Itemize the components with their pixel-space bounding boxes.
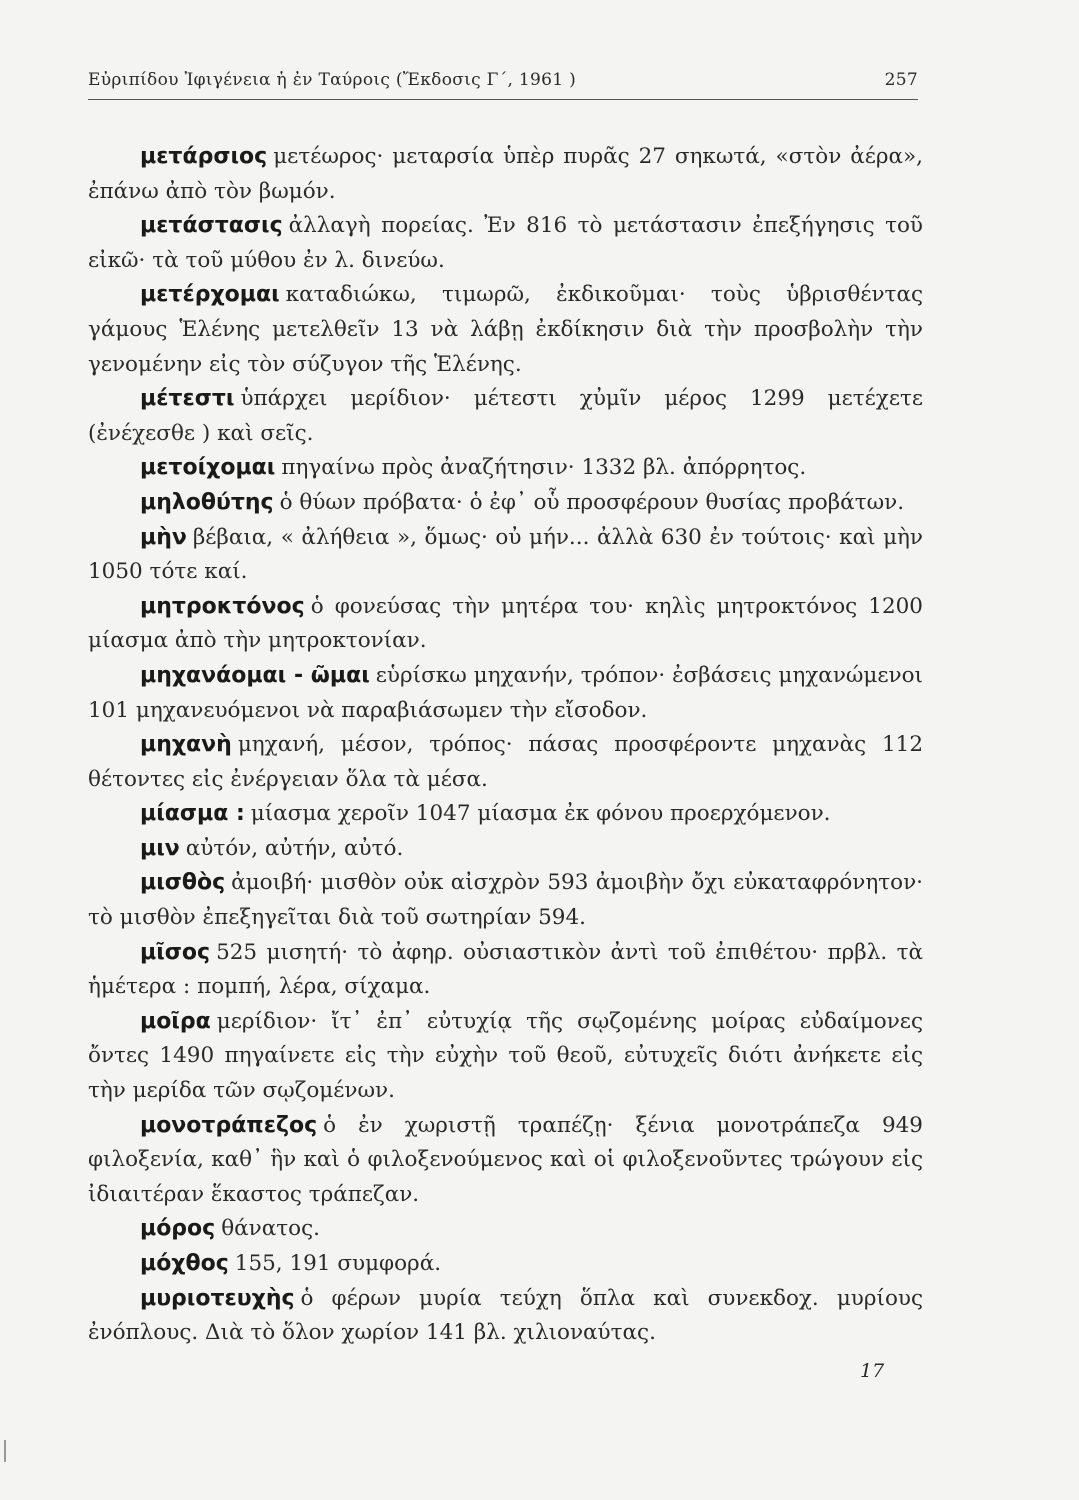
glossary-entry [88,486,923,521]
entry-text: 525 μισητή· τὸ ἀφηρ. οὐσιαστικὸν ἀντὶ τοῦ ἐπιθέτου· πρβλ. τὰ ἡμέτερα : πομπή, λέρα, σίχαμα. [88,939,923,1000]
entry-lemma: μέτεστι [140,386,235,412]
header-title: Εὐριπίδου Ἰφιγένεια ἡ ἐν Ταύροις (Ἔκδοσις Γ΄, 1961 ) [88,70,577,90]
glossary-entry [88,590,923,659]
entry-lemma: μονοτράπεζος [140,1112,318,1138]
entry-lemma: μετάρσιος [140,144,268,169]
glossary-entry [88,1109,923,1213]
entry-text: καταδιώκω, τιμωρῶ, ἐκδικοῦμαι· τοὺς ὑβρισθέντας γάμους Ἑλένης μετελθεῖν 13 νὰ λάβῃ ἐκδίκησιν διὰ τὴν προσβολὴν τὴν γενομένην εἰς τὸν σύζυγον τῆς Ἑλένης. [88,282,923,377]
entry-text: μίασμα χεροῖν 1047 μίασμα ἐκ φόνου προερχόμενον. [250,801,831,827]
entry-lemma: μηχανὴ [140,732,232,758]
entry-lemma: μετοίχομαι [140,455,276,481]
glossary-entry [88,140,923,209]
entry-lemma: μηχανάομαι - ῶμαι [140,662,370,688]
entry-lemma: μίασμα : [140,801,245,827]
entry-lemma: μιν [140,835,180,861]
entry-text: 155, 191 συμφορά. [234,1251,442,1276]
entry-lemma: μετέρχομαι [140,282,280,308]
glossary-entry [88,521,923,590]
entry-text: ὁ φέρων μυρία τεύχη ὅπλα καὶ συνεκδοχ. μυρίους ἐνόπλους. Διὰ τὸ ὅλον χωρίον 141 βλ. χιλιοναύτας. [88,1285,923,1346]
entry-lemma: μοῖρα [140,1008,211,1034]
running-header [88,70,918,90]
glossary-entry [88,1212,923,1247]
entry-text: μετέωρος· μεταρσία ὑπὲρ πυρᾶς 27 σηκωτά, «στὸν ἀέρα», ἐπάνω ἀπὸ τὸν βωμόν. [88,144,923,204]
glossary-entry [88,278,923,382]
glossary-entry [88,797,923,832]
glossary-entry [88,659,923,728]
entry-lemma: μητροκτόνος [140,593,305,619]
entry-lemma: μηλοθύτης [140,489,274,515]
entry-lemma: μόχθος [140,1251,229,1276]
page-number: 257 [884,70,918,90]
glossary-entry [88,1247,923,1282]
glossary-entry [88,1282,923,1351]
entry-text: εὑρίσκω μηχανήν, τρόπον· ἐσβάσεις μηχανώμενοι 101 μηχανευόμενοι νὰ παραβιάσωμεν τὴν εἴσοδον. [88,662,923,723]
entry-text: μηχανή, μέσον, τρόπος· πάσας προσφέροντε μηχανὰς 112 θέτοντες εἰς ἐνέργειαν ὅλα τὰ μέσα. [88,732,923,792]
entry-text: ὁ θύων πρόβατα· ὁ ἐφ᾽ οὗ προσφέρουν θυσίας προβάτων. [279,489,905,515]
entry-lemma: μυριοτευχὴς [140,1285,295,1311]
glossary-entry [88,936,923,1005]
glossary-entry [88,728,923,797]
glossary-entry [88,382,923,451]
glossary-body [88,140,923,1351]
entry-text: ὁ ἐν χωριστῇ τραπέζῃ· ξένια μονοτράπεζα 949 φιλοξενία, καθ᾽ ἣν καὶ ὁ φιλοξενούμενος καὶ οἱ φιλοξενοῦντες τρώγουν εἰς ἰδιαιτέραν ἕκαστος τράπεζαν. [88,1112,923,1207]
entry-text: βέβαια, « ἀλήθεια », ὅμως· οὐ μήν... ἀλλὰ 630 ἐν τούτοις· καὶ μὴν 1050 τότε καί. [88,524,923,585]
entry-text: ὑπάρχει μερίδιον· μέτεστι χὐμῖν μέρος 1299 μετέχετε (ἐνέχεσθε ) καὶ σεῖς. [88,386,923,446]
glossary-entry [88,209,923,278]
header-rule [88,99,918,100]
signature-mark: 17 [860,1360,885,1382]
entry-text: ὁ φονεύσας τὴν μητέρα του· κηλὶς μητροκτόνος 1200 μίασμα ἀπὸ τὴν μητροκτονίαν. [88,593,923,654]
glossary-entry [88,1005,923,1109]
glossary-entry [88,832,923,867]
entry-lemma: μόρος [140,1216,216,1242]
entry-text: μερίδιον· ἴτ᾽ ἐπ᾽ εὐτυχίᾳ τῆς σῳζομένης μοίρας εὐδαίμονες ὄντες 1490 πηγαίνετε εἰς τὴν εὐχὴν τοῦ θεοῦ, εὐτυχεῖς διότι ἀνήκετε εἰς τὴν μερίδα τῶν σῳζομένων. [88,1008,923,1104]
entry-lemma: μὴν [140,524,187,550]
entry-text: ἀλλαγὴ πορείας. Ἐν 816 τὸ μετάστασιν ἐπεξήγησις τοῦ εἰκῶ· τὰ τοῦ μύθου ἐν λ. δινεύω. [88,213,923,273]
entry-lemma: μισθὸς [140,870,226,896]
entry-text: ἀμοιβή· μισθὸν οὐκ αἰσχρὸν 593 ἀμοιβὴν ὄχι εὐκαταφρόνητον· τὸ μισθὸν ἐπεξηγεῖται διὰ τοῦ σωτηρίαν 594. [88,870,923,931]
entry-text: αὐτόν, αὐτήν, αὐτό. [185,835,404,861]
glossary-entry [88,451,923,486]
scan-edge-mark [4,1440,6,1462]
entry-lemma: μετάστασις [140,213,283,239]
entry-lemma: μῖσος [140,939,211,965]
glossary-entry [88,866,923,935]
entry-text: θάνατος. [221,1216,320,1242]
entry-text: πηγαίνω πρὸς ἀναζήτησιν· 1332 βλ. ἀπόρρητος. [281,455,807,481]
